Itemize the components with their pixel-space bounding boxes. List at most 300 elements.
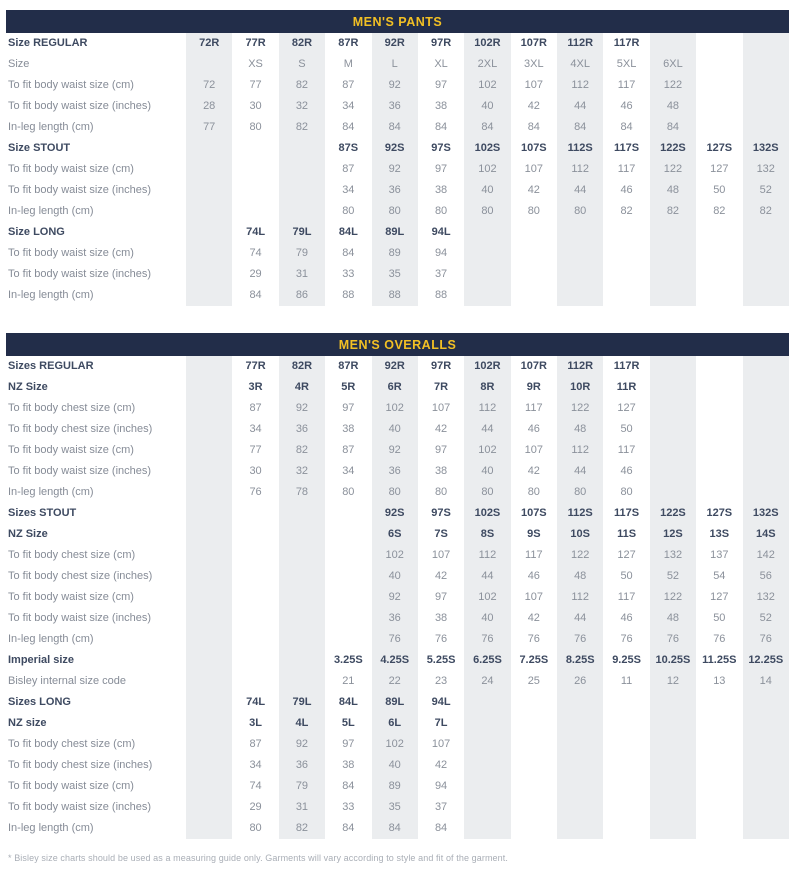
size-cell [650,797,696,818]
size-cell: 80 [342,486,355,498]
size-cell: 7.25S [519,654,549,666]
size-cell: 84 [342,780,355,792]
size-cell: 107 [431,738,451,750]
size-cell: 107 [431,549,451,561]
size-cell [650,713,696,734]
size-cell: 34 [342,184,355,196]
size-cell [696,96,742,117]
size-cell: 22 [372,671,418,692]
size-cell: 56 [743,566,790,587]
table-row [6,33,789,54]
size-cell: 102R [464,356,510,377]
size-cell [464,797,510,818]
size-cell: 97S [431,507,451,519]
size-cell [186,138,232,159]
size-cell: 117R [613,360,640,372]
size-cell: 44 [557,608,603,629]
size-cell: 102 [464,159,510,180]
size-cell: 42 [527,184,540,196]
size-cell [325,503,371,524]
size-cell: 84 [464,117,510,138]
size-cell: 87R [338,37,359,49]
size-cell [603,692,649,713]
row-label: To fit body waist size (cm) [8,444,134,456]
size-cell: 11 [620,675,633,687]
size-cell: 86 [279,285,325,306]
size-cell: 142 [743,545,790,566]
size-cell [743,461,790,482]
size-cell: 37 [434,268,448,280]
size-cell: M [343,58,353,70]
size-cell: 74 [249,247,262,259]
size-cell: 31 [279,264,325,285]
size-cell: 80 [342,205,355,217]
row-label: In-leg length (cm) [8,822,94,834]
size-cell: 4XL [557,54,603,75]
size-cell: 35 [372,797,418,818]
size-cell: 76 [434,633,448,645]
size-cell [696,461,742,482]
size-cell: 7S [434,528,448,540]
size-cell: 92S [372,503,418,524]
size-cell [279,566,325,587]
size-cell: 42 [434,759,448,771]
size-cell: 50 [620,423,633,435]
size-cell [696,264,742,285]
size-cell: 32 [279,461,325,482]
size-cell: 82 [279,440,325,461]
size-cell: 107 [524,591,543,603]
size-cell: 10S [557,524,603,545]
size-cell: 76 [650,629,696,650]
size-cell: 38 [342,423,355,435]
size-cell: 38 [342,759,355,771]
size-cell [186,419,232,440]
size-cell: 117 [525,402,543,414]
size-cell: 102 [464,587,510,608]
size-cell: 97R [430,37,452,49]
row-label: In-leg length (cm) [8,486,94,498]
size-cell: 107R [520,37,547,49]
size-cell: 48 [557,566,603,587]
size-cell: 102R [464,33,510,54]
size-cell [279,650,325,671]
row-label: In-leg length (cm) [8,205,94,217]
size-cell [743,377,790,398]
size-cell: 102 [372,734,418,755]
size-cell: 92 [372,587,418,608]
size-cell: 38 [434,184,448,196]
size-cell: 80 [249,822,262,834]
size-cell [557,818,603,839]
size-cell: 42 [527,100,540,112]
size-cell: 6R [372,377,418,398]
size-cell: 9R [526,381,541,393]
size-cell: 40 [372,566,418,587]
size-cell [186,524,232,545]
size-cell [325,524,371,545]
size-cell: 82 [620,205,633,217]
size-cell: 29 [249,801,262,813]
size-cell: 46 [527,423,540,435]
size-cell: 48 [650,608,696,629]
size-cell: 132 [743,587,790,608]
size-cell: 40 [372,755,418,776]
size-cell [696,440,742,461]
size-cell [186,377,232,398]
size-cell [650,461,696,482]
size-cell: 92 [279,398,325,419]
size-cell: 89L [372,692,418,713]
size-cell: 54 [713,570,726,582]
size-cell: 44 [557,96,603,117]
size-cell [743,713,790,734]
size-cell: 6XL [650,54,696,75]
table-row [6,776,789,797]
size-cell: 2XL [464,54,510,75]
size-cell: XL [434,58,448,70]
size-cell [650,356,696,377]
size-cell [557,713,603,734]
row-label: To fit body chest size (inches) [8,423,153,435]
size-cell: 80 [372,201,418,222]
size-cell: 107S [520,142,547,154]
size-cell [186,818,232,839]
size-cell [650,222,696,243]
size-cell [511,285,557,306]
size-cell: 23 [434,675,448,687]
table-row [6,755,789,776]
size-cell [650,285,696,306]
size-cell [464,243,510,264]
size-cell: 117 [617,444,636,456]
size-cell: 89 [372,243,418,264]
size-cell [186,54,232,75]
size-cell: 84L [338,696,358,708]
size-cell [232,671,278,692]
mens-pants-title: MEN'S PANTS [352,14,443,29]
size-cell: 26 [557,671,603,692]
size-cell [464,264,510,285]
size-cell: 112R [557,356,603,377]
size-cell [186,755,232,776]
table-row [6,377,789,398]
size-cell: 3R [248,381,263,393]
size-cell: 40 [464,608,510,629]
mens-overalls-grid [6,356,789,839]
size-cell: 42 [527,612,540,624]
row-label: In-leg length (cm) [8,121,94,133]
size-cell: 3XL [524,58,544,70]
size-cell: 76 [620,633,633,645]
size-cell: 112 [557,159,603,180]
row-label: To fit body waist size (cm) [8,163,134,175]
size-cell [186,629,232,650]
size-cell: 92 [279,734,325,755]
size-cell: 7R [434,381,449,393]
size-cell [186,566,232,587]
size-cell [186,461,232,482]
size-cell [279,587,325,608]
size-cell [603,285,649,306]
size-cell: 5R [341,381,356,393]
size-cell [325,587,371,608]
size-cell [696,755,742,776]
row-label: To fit body waist size (inches) [8,100,152,112]
size-cell [186,159,232,180]
size-cell [511,243,557,264]
size-cell: 21 [342,675,355,687]
size-cell [650,440,696,461]
size-cell [743,96,790,117]
size-cell: 132 [650,545,696,566]
size-cell: 7L [434,717,448,729]
size-cell [743,285,790,306]
size-cell [186,797,232,818]
size-cell [186,692,232,713]
size-cell: 13 [713,675,726,687]
table-row [6,398,789,419]
size-cell [743,797,790,818]
size-cell: 30 [249,100,262,112]
size-cell [279,608,325,629]
size-cell [603,818,649,839]
size-cell [603,243,649,264]
size-cell: 117S [614,142,640,154]
size-cell [650,377,696,398]
size-cell: 80 [620,486,633,498]
size-cell [650,818,696,839]
size-cell: 42 [434,570,448,582]
size-cell: 127 [710,163,729,175]
size-cell: 44 [557,180,603,201]
size-cell: 102 [464,75,510,96]
size-cell: 84 [557,117,603,138]
size-cell: 82 [279,818,325,839]
mens-overalls-header-bar [6,333,789,356]
size-cell: 137 [710,549,729,561]
size-cell: 112S [557,503,603,524]
size-cell: 11S [617,528,637,540]
size-cell: 42 [434,423,448,435]
size-cell: 76 [249,486,262,498]
size-cell [186,650,232,671]
size-cell: 3.25S [333,654,363,666]
table-row [6,419,789,440]
size-cell: 80 [527,205,540,217]
size-cell: 46 [620,100,633,112]
table-row [6,201,789,222]
size-cell: 12 [650,671,696,692]
size-cell [232,566,278,587]
size-cell [464,285,510,306]
size-cell: 122 [650,159,696,180]
size-cell: 88 [434,289,448,301]
size-cell: 97 [434,79,448,91]
row-label: In-leg length (cm) [8,289,94,301]
size-cell: 52 [743,180,790,201]
size-cell: 52 [650,566,696,587]
size-cell [603,264,649,285]
size-cell: 132S [743,138,790,159]
size-cell [743,398,790,419]
size-cell: 117 [617,591,636,603]
size-cell: 48 [557,419,603,440]
size-cell: 127S [706,507,733,519]
mens-pants-header-bar [6,10,789,33]
size-cell: 34 [249,759,262,771]
size-cell [279,629,325,650]
size-cell [186,398,232,419]
size-cell [511,776,557,797]
size-cell: 34 [342,465,355,477]
size-cell: 107 [524,163,543,175]
size-cell [557,692,603,713]
size-cell [232,503,278,524]
size-cell: 74 [249,780,262,792]
size-cell: 6S [372,524,418,545]
size-cell: 76 [557,629,603,650]
size-cell: 80 [372,482,418,503]
mens-pants-table [6,10,789,306]
size-cell: 36 [372,180,418,201]
row-label: Size LONG [8,226,65,238]
size-cell: 117 [617,79,636,91]
table-row [6,692,789,713]
size-cell: 107 [431,402,451,414]
size-cell [557,755,603,776]
size-cell: 84 [372,117,418,138]
size-cell: 36 [372,96,418,117]
size-cell: 25 [527,675,540,687]
size-cell [232,650,278,671]
size-cell: 76 [743,629,790,650]
row-label: Size STOUT [8,142,71,154]
size-cell: 84 [342,121,355,133]
size-cell [557,776,603,797]
size-cell: 80 [249,121,262,133]
size-cell: 97 [434,163,448,175]
size-cell: 35 [372,264,418,285]
table-row [6,440,789,461]
size-cell: 74L [246,226,266,238]
size-cell: 5XL [616,58,637,70]
size-cell [743,776,790,797]
size-cell: 50 [620,570,633,582]
size-cell: 132S [743,503,790,524]
size-cell: 38 [434,465,448,477]
size-cell: 29 [249,268,262,280]
size-cell: 112 [464,545,510,566]
size-cell: 76 [713,633,726,645]
size-cell: 84 [620,121,633,133]
row-label: To fit body chest size (cm) [8,402,136,414]
row-label: To fit body waist size (inches) [8,612,152,624]
size-cell [186,180,232,201]
size-cell: 102 [372,398,418,419]
size-cell [743,818,790,839]
size-cell [650,264,696,285]
size-cell: 40 [464,180,510,201]
size-cell: 97 [434,591,448,603]
size-cell [557,222,603,243]
table-row [6,818,789,839]
size-cell: 77 [249,79,262,91]
table-row [6,222,789,243]
size-cell [696,222,742,243]
size-cell: 4L [279,713,325,734]
size-cell: 127 [710,591,729,603]
row-label: To fit body waist size (cm) [8,79,134,91]
size-cell: 122S [650,138,696,159]
size-cell [743,54,790,75]
size-cell: 127S [706,142,733,154]
row-label: To fit body waist size (inches) [8,184,152,196]
size-cell [511,264,557,285]
table-row [6,587,789,608]
size-cell [650,482,696,503]
size-cell: 10R [557,377,603,398]
size-cell [696,419,742,440]
size-cell: 84 [434,121,448,133]
row-label: Imperial size [8,654,75,666]
size-cell [464,818,510,839]
size-cell [279,159,325,180]
size-cell: 77 [186,117,232,138]
table-row [6,264,789,285]
table-row [6,75,789,96]
size-cell: 84 [372,818,418,839]
size-cell: 32 [279,96,325,117]
size-cell [464,692,510,713]
size-cell [511,818,557,839]
size-cell: 44 [464,419,510,440]
size-cell [511,797,557,818]
size-cell [603,734,649,755]
size-cell: 40 [372,419,418,440]
size-cell: 9.25S [612,654,641,666]
size-cell: 117R [613,37,640,49]
size-cell [650,755,696,776]
table-row [6,524,789,545]
size-cell: 102S [464,503,510,524]
size-cell [743,117,790,138]
size-cell [696,54,742,75]
size-cell [696,377,742,398]
size-cell: 92R [372,356,418,377]
size-cell: 80 [557,201,603,222]
size-cell [464,222,510,243]
size-cell [743,33,790,54]
size-cell: 5.25S [426,654,456,666]
size-cell: 107 [524,79,543,91]
size-cell [557,264,603,285]
table-row [6,734,789,755]
size-cell: 122 [557,545,603,566]
row-label: Bisley internal size code [8,675,127,687]
table-row [6,713,789,734]
size-cell [557,243,603,264]
size-cell: 30 [249,465,262,477]
size-cell [603,222,649,243]
size-cell [557,797,603,818]
size-cell [650,419,696,440]
size-cell: 94 [434,780,448,792]
size-cell: 12S [650,524,696,545]
size-cell: 76 [372,629,418,650]
size-cell [325,545,371,566]
size-cell: 92 [372,440,418,461]
